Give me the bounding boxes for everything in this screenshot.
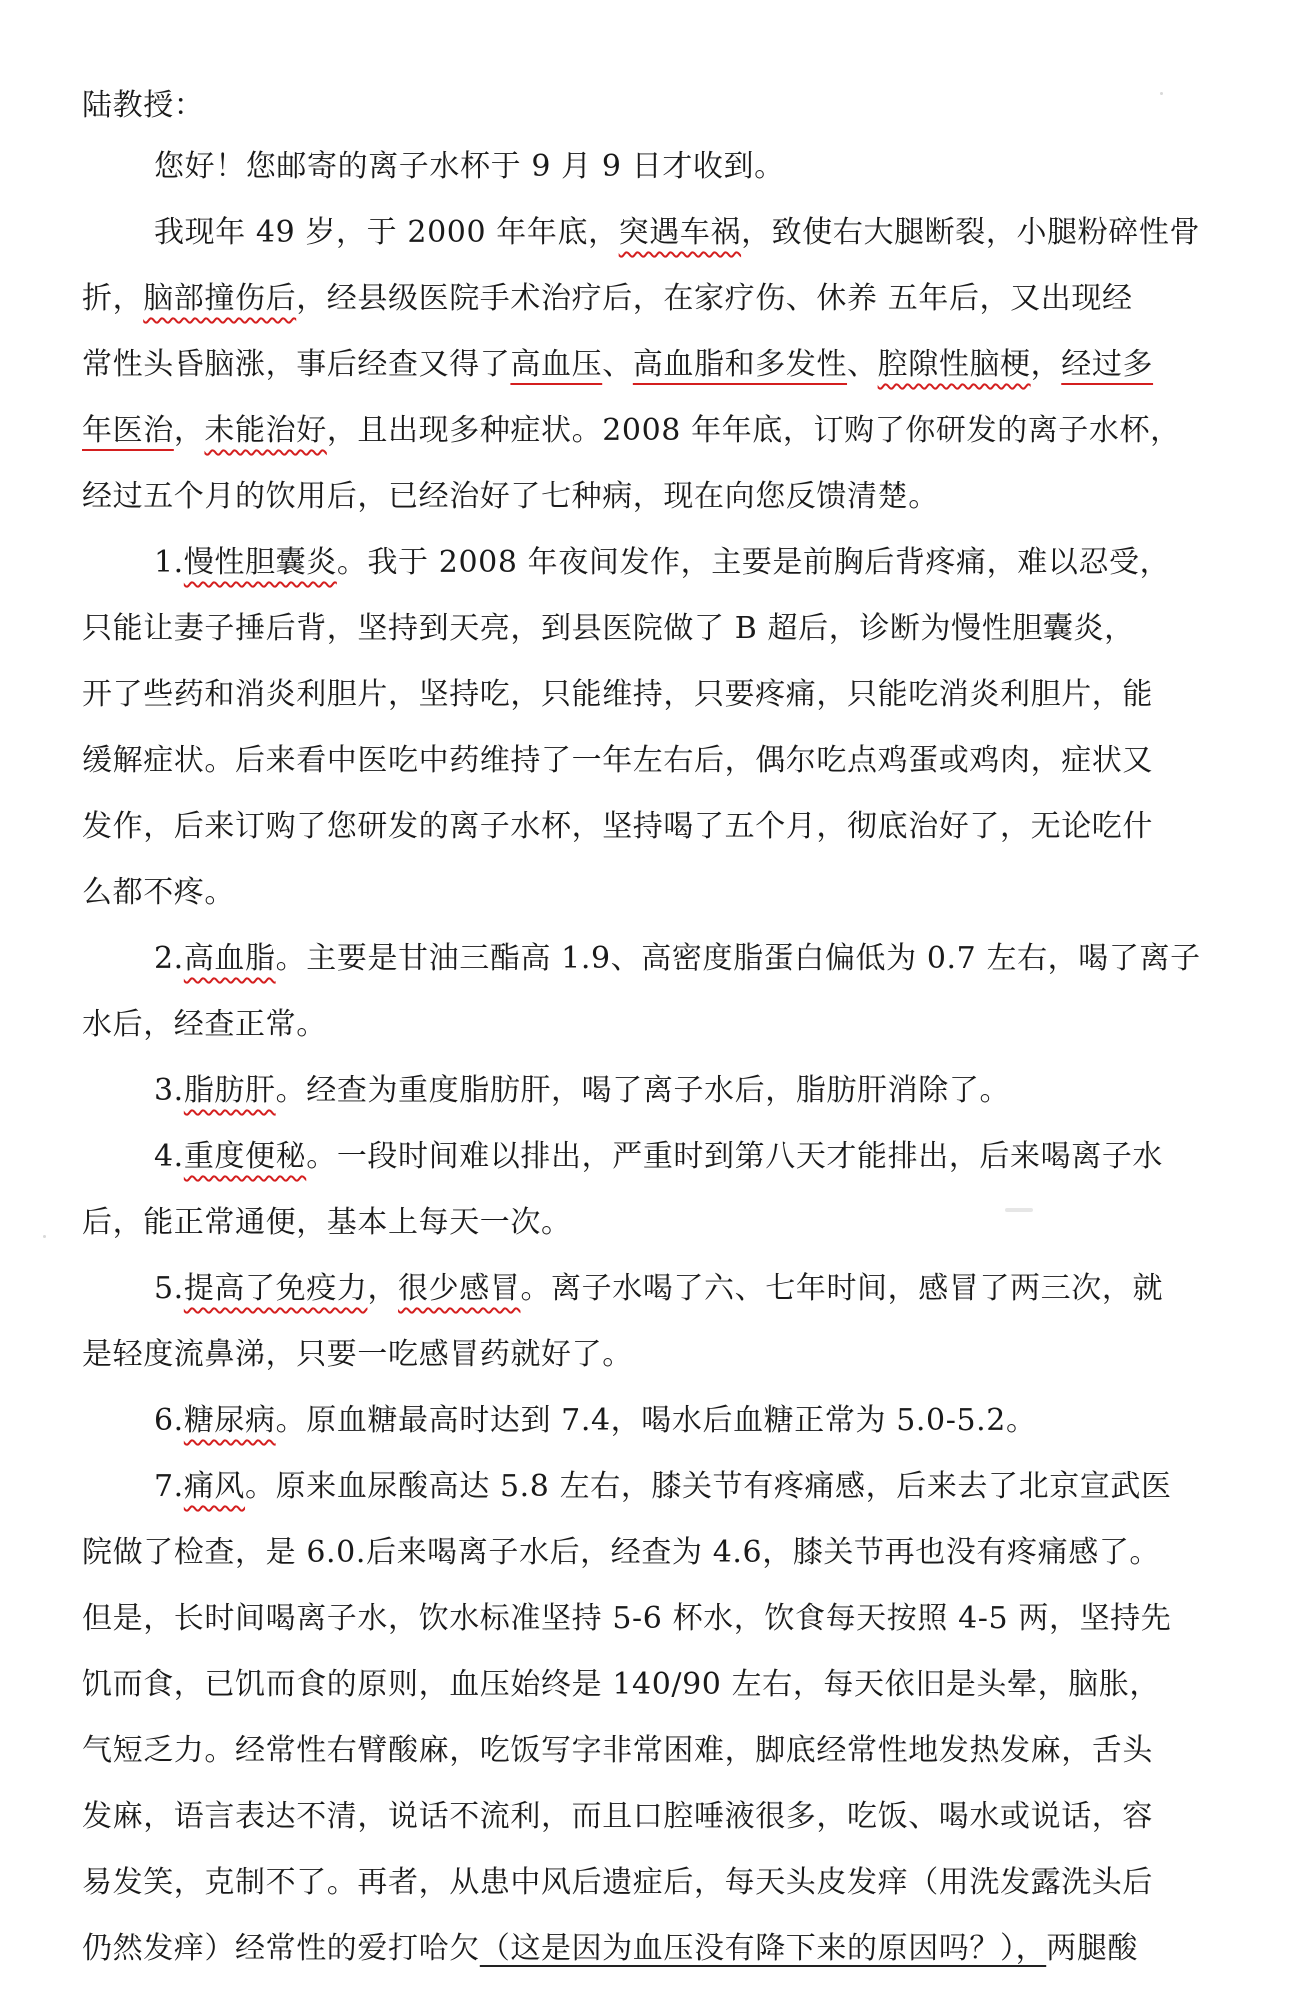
marked-phrase: 高血压 [510, 347, 603, 382]
marked-phrase: 高血脂和多发性 [632, 347, 848, 382]
item-1-line-1: 1.慢性胆囊炎。我于 2008 年夜间发作，主要是前胸后背疼痛，难以忍受， [154, 545, 1171, 580]
paragraph-intro-line-3: 常性头昏脑涨，事后经查又得了高血压、高血脂和多发性、腔隙性脑梗，经过多 [82, 347, 1154, 382]
item-1-line-5: 发作，后来订购了您研发的离子水杯，坚持喝了五个月，彻底治好了，无论吃什 [82, 809, 1153, 844]
salutation: 陆教授： [82, 88, 205, 123]
marked-phrase: 未能治好 [204, 413, 327, 448]
illness-name: 脂肪肝 [183, 1073, 276, 1108]
item-1-line-3: 开了些药和消炎利胆片，坚持吃，只能维持，只要疼痛，只能吃消炎利胆片，能 [82, 677, 1153, 712]
item-4-line-1: 4.重度便秘。一段时间难以排出，严重时到第八天才能排出，后来喝离子水 [154, 1139, 1164, 1174]
illness-name: 糖尿病 [183, 1403, 276, 1438]
underlined-question: （这是因为血压没有降下来的原因吗？）， [479, 1931, 1047, 1966]
paragraph-intro-line-4: 年医治，未能治好，且出现多种症状。2008 年年底，订购了你研发的离子水杯， [82, 413, 1181, 448]
item-2-line-1: 2.高血脂。主要是甘油三酯高 1.9、高密度脂蛋白偏低为 0.7 左右，喝了离子 [154, 941, 1201, 976]
item-4-line-2: 后，能正常通便，基本上每天一次。 [82, 1205, 572, 1240]
item-1-line-4: 缓解症状。后来看中医吃中药维持了一年左右后，偶尔吃点鸡蛋或鸡肉，症状又 [82, 743, 1153, 778]
item-6-line-1: 6.糖尿病。原血糖最高时达到 7.4，喝水后血糖正常为 5.0-5.2。 [154, 1403, 1037, 1438]
item-1-line-6: 么都不疼。 [82, 875, 235, 910]
marked-phrase: 年医治 [82, 413, 174, 448]
illness-name: 高血脂 [183, 941, 276, 976]
closing-paragraph-line-4: 发麻，语言表达不清，说话不流利，而且口腔唾液很多，吃饭、喝水或说话，容 [82, 1799, 1153, 1834]
item-7-line-2: 院做了检查，是 6.0.后来喝离子水后，经查为 4.6，膝关节再也没有疼痛感了。 [82, 1535, 1161, 1570]
marked-phrase: 突遇车祸 [618, 215, 742, 250]
illness-name: 痛风 [183, 1469, 246, 1504]
item-2-line-2: 水后，经查正常。 [82, 1007, 327, 1042]
item-1-line-2: 只能让妻子捶后背，坚持到天亮，到县医院做了 B 超后，诊断为慢性胆囊炎， [82, 611, 1135, 646]
marked-phrase: 腔隙性脑梗 [877, 347, 1031, 382]
paragraph-intro-line-1: 我现年 49 岁，于 2000 年年底，突遇车祸，致使右大腿断裂，小腿粉碎性骨 [154, 215, 1201, 250]
closing-paragraph-line-3: 气短乏力。经常性右臂酸麻，吃饭写字非常困难，脚底经常性地发热发麻，舌头 [82, 1733, 1153, 1768]
paragraph-greeting: 您好！您邮寄的离子水杯于 9 月 9 日才收到。 [154, 149, 785, 184]
item-7-line-1: 7.痛风。原来血尿酸高达 5.8 左右，膝关节有疼痛感，后来去了北京宣武医 [154, 1469, 1172, 1504]
closing-paragraph-line-6: 仍然发痒）经常性的爱打哈欠（这是因为血压没有降下来的原因吗？），两腿酸 [82, 1931, 1139, 1966]
paragraph-intro-line-5: 经过五个月的饮用后，已经治好了七种病，现在向您反馈清楚。 [82, 479, 939, 514]
closing-paragraph-line-2: 饥而食，已饥而食的原则，血压始终是 140/90 左右，每天依旧是头晕，脑胀， [82, 1667, 1161, 1702]
item-3-line-1: 3.脂肪肝。经查为重度脂肪肝，喝了离子水后，脂肪肝消除了。 [154, 1073, 1011, 1108]
illness-name: 慢性胆囊炎 [183, 545, 337, 580]
closing-paragraph-line-1: 但是，长时间喝离子水，饮水标准坚持 5-6 杯水，饮食每天按照 4-5 两，坚持先 [82, 1601, 1172, 1636]
item-5-line-1: 5.提高了免疫力，很少感冒。离子水喝了六、七年时间，感冒了两三次，就 [154, 1271, 1164, 1306]
scan-smudge [1005, 1208, 1033, 1212]
illness-name: 很少感冒 [398, 1271, 521, 1306]
illness-name: 提高了免疫力 [183, 1271, 368, 1306]
marked-phrase: 脑部撞伤后 [143, 281, 297, 316]
scan-speck [1160, 92, 1163, 95]
illness-name: 重度便秘 [183, 1139, 307, 1174]
marked-phrase: 经过多 [1061, 347, 1154, 382]
paragraph-intro-line-2: 折，脑部撞伤后，经县级医院手术治疗后，在家疗伤、休养 五年后，又出现经 [82, 281, 1133, 316]
item-5-line-2: 是轻度流鼻涕，只要一吃感冒药就好了。 [82, 1337, 633, 1372]
closing-paragraph-line-5: 易发笑，克制不了。再者，从患中风后遗症后，每天头皮发痒（用洗发露洗头后 [82, 1865, 1153, 1900]
scan-speck [43, 1235, 46, 1238]
